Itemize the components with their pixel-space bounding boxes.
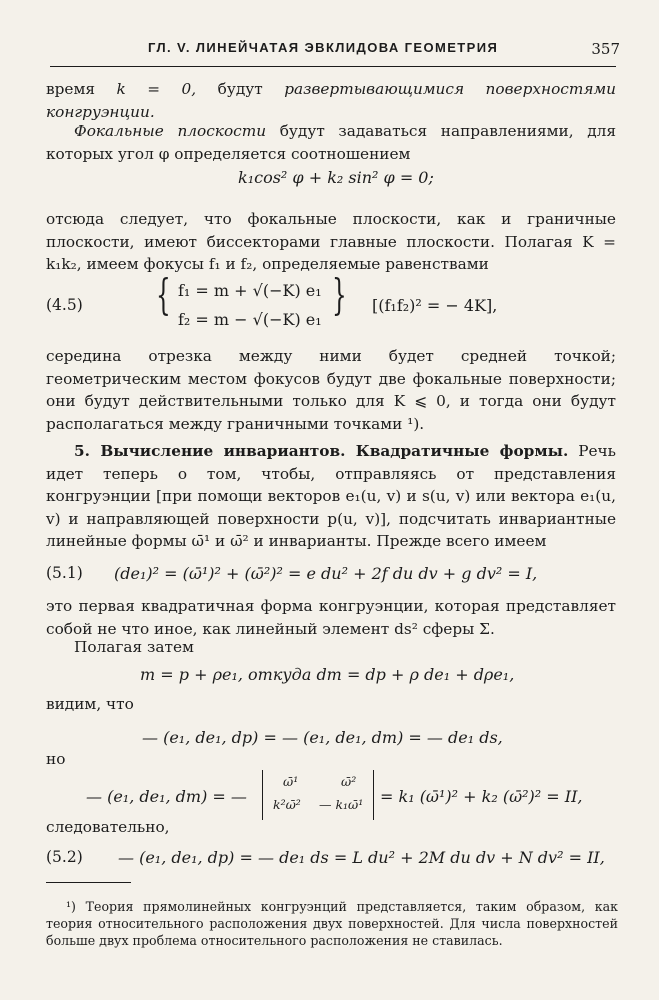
paragraph-10: следовательно,: [46, 818, 170, 836]
second-quadratic-form-result: = k₁ (ω̄¹)² + k₂ (ω̄²)² = II,: [380, 787, 583, 806]
paragraph-2: Фокальные плоскости будут задаваться направлениями, для которых угол φ определяется соотношением: [46, 122, 616, 163]
det-entry-12: ω̄²: [341, 774, 357, 789]
system-line-2: f₂ = m − √(−K) e₁: [178, 310, 322, 329]
footnote: ¹) Теория прямолинейных конгруэнций представляется, таким образом, как теория относительного расположения двух поверхностей. Для числа поверхностей больше двух проблема относительного расположения не ставилась.: [46, 899, 618, 948]
det-entry-11: ω̄¹: [283, 774, 299, 789]
left-brace: {: [156, 270, 171, 319]
paragraph-3: отсюда следует, что фокальные плоскости, как и граничные плоскости, имеют биссекторами главные плоскости. Полагая K = k₁k₂, имеем фокусы f₁ и f₂, определяемые равенствами: [46, 210, 616, 273]
paragraph-6: это первая квадратичная форма конгруэнции, которая представляет собой не что иное, как линейный элемент ds² сферы Σ.: [46, 597, 616, 638]
equation-label-5-2: (5.2): [46, 848, 83, 866]
chapter-title: ГЛ. V. ЛИНЕЙЧАТАЯ ЭВКЛИДОВА ГЕОМЕТРИЯ: [148, 40, 499, 55]
paragraph-7: Полагая затем: [74, 638, 194, 656]
paragraph-4: середина отрезка между ними будет средней точкой; геометрическим местом фокусов будут две фокальные поверхности; они будут действительными только для K ⩽ 0, и тогда они будут располагаться между граничными точками ¹).: [46, 347, 616, 433]
determinant-left: — (e₁, de₁, dm) = —: [86, 787, 247, 806]
det-entry-21: k²ω̄²: [273, 797, 301, 812]
header-rule: [50, 66, 616, 67]
focal-equation: k₁cos² φ + k₂ sin² φ = 0;: [238, 168, 434, 187]
section-5-paragraph: 5. Вычисление инвариантов. Квадратичные формы. Речь идет теперь о том, чтобы, отправляясь от представления конгруэнции [при помощи векторов e₁(u, v) и s(u, v) или вектора e₁(u, v) и направляющей поверхности p(u, v)], подсчитать инвариантные линейные формы ω̄¹ и ω̄² и инварианты. Прежде всего имеем: [46, 442, 616, 550]
equation-label-5-1: (5.1): [46, 564, 83, 582]
m-definition: m = p + ρe₁, откуда dm = dp + ρ de₁ + dρe₁,: [140, 665, 515, 684]
focal-distance-relation: [(f₁f₂)² = − 4K],: [372, 296, 498, 315]
paragraph-8: видим, что: [46, 695, 134, 713]
mixed-product-equation: — (e₁, de₁, dp) = — (e₁, de₁, dm) = — de₁ ds,: [142, 728, 503, 747]
equation-label-4-5: (4.5): [46, 296, 83, 314]
paragraph-9: но: [46, 750, 66, 768]
first-quadratic-form: (de₁)² = (ω̄¹)² + (ω̄²)² = e du² + 2f du dv + g dv² = I,: [114, 564, 538, 583]
section-heading: 5. Вычисление инвариантов. Квадратичные формы.: [74, 442, 569, 460]
determinant-matrix: [262, 770, 374, 820]
system-line-1: f₁ = m + √(−K) e₁: [178, 281, 322, 300]
second-quadratic-form: — (e₁, de₁, dp) = — de₁ ds = L du² + 2M du dv + N dv² = II,: [118, 848, 605, 867]
page-number: 357: [591, 40, 620, 58]
running-header: [110, 40, 620, 62]
paragraph-1: время k = 0, будут развертывающимися поверхностями конгруэнции.: [46, 80, 617, 121]
right-brace: }: [332, 270, 347, 319]
footnote-rule: [46, 882, 131, 883]
det-entry-22: — k₁ω̄¹: [319, 797, 364, 812]
